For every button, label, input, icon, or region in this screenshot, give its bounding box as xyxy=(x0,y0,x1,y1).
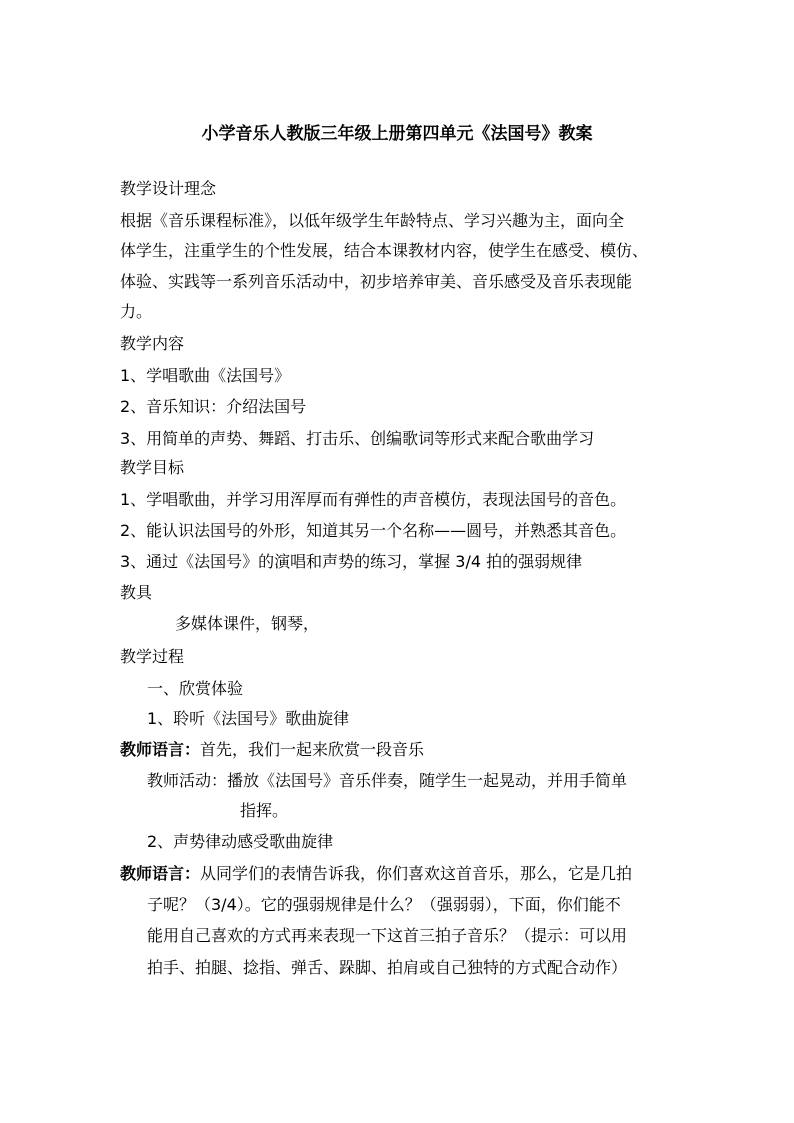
teacher-language-text: 首先，我们一起来欣赏一段音乐 xyxy=(200,740,425,759)
teacher-language-line xyxy=(120,738,424,762)
tools-heading: 教具 xyxy=(120,583,153,602)
teacher-activity-line: 教师活动：播放《法国号》音乐伴奏，随学生一起晃动，并用手简单 xyxy=(147,771,628,790)
part1-heading: 一、欣赏体验 xyxy=(147,679,244,698)
design-line: 根据《音乐课程标准》，以低年级学生年龄特点、学习兴趣为主，面向全 xyxy=(120,211,625,230)
goals-item: 1、学唱歌曲，并学习用浑厚而有弹性的声音模仿，表现法国号的音色。 xyxy=(120,490,627,509)
teacher-activity-line: 指挥。 xyxy=(240,801,289,820)
step2-heading: 2、声势律动感受歌曲旋律 xyxy=(147,832,334,851)
step1-heading: 1、聆听《法国号》歌曲旋律 xyxy=(147,709,350,728)
goals-item: 3、通过《法国号》的演唱和声势的练习，掌握 3/4 拍的强弱规律 xyxy=(120,552,583,571)
design-line: 力。 xyxy=(120,302,153,321)
content-heading: 教学内容 xyxy=(120,334,185,353)
content-item: 1、学唱歌曲《法国号》 xyxy=(120,366,291,385)
teacher-language-label: 教师语言： xyxy=(120,864,201,883)
design-heading: 教学设计理念 xyxy=(120,179,217,198)
teacher-language-continuation: 子呢？（3/4）。它的强弱规律是什么？（强弱弱），下面，你们能不 xyxy=(147,895,621,914)
process-heading: 教学过程 xyxy=(120,647,185,666)
goals-heading: 教学目标 xyxy=(120,458,185,477)
goals-item: 2、能认识法国号的外形，知道其另一个名称——圆号，并熟悉其音色。 xyxy=(120,521,627,540)
content-item: 2、音乐知识：介绍法国号 xyxy=(120,397,307,416)
teacher-language-continuation: 拍手、拍腿、捻指、弹舌、跺脚、拍肩或自己独特的方式配合动作） xyxy=(147,958,628,977)
teacher-language-line xyxy=(120,862,632,886)
content-item: 3、用简单的声势、舞蹈、打击乐、创编歌词等形式来配合歌曲学习 xyxy=(120,429,595,448)
tools-text: 多媒体课件，钢琴， xyxy=(175,614,320,633)
document-title: 小学音乐人教版三年级上册第四单元《法国号》教案 xyxy=(201,124,593,144)
teacher-language-label: 教师语言： xyxy=(120,740,201,759)
teacher-language-continuation: 能用自己喜欢的方式再来表现一下这首三拍子音乐？（提示：可以用 xyxy=(147,926,628,945)
design-line: 体验、实践等一系列音乐活动中，初步培养审美、音乐感受及音乐表现能 xyxy=(120,272,633,291)
design-line: 体学生，注重学生的个性发展，结合本课教材内容，使学生在感受、模仿、 xyxy=(120,241,649,260)
teacher-language-text: 从同学们的表情告诉我，你们喜欢这首音乐，那么，它是几拍 xyxy=(200,864,633,883)
